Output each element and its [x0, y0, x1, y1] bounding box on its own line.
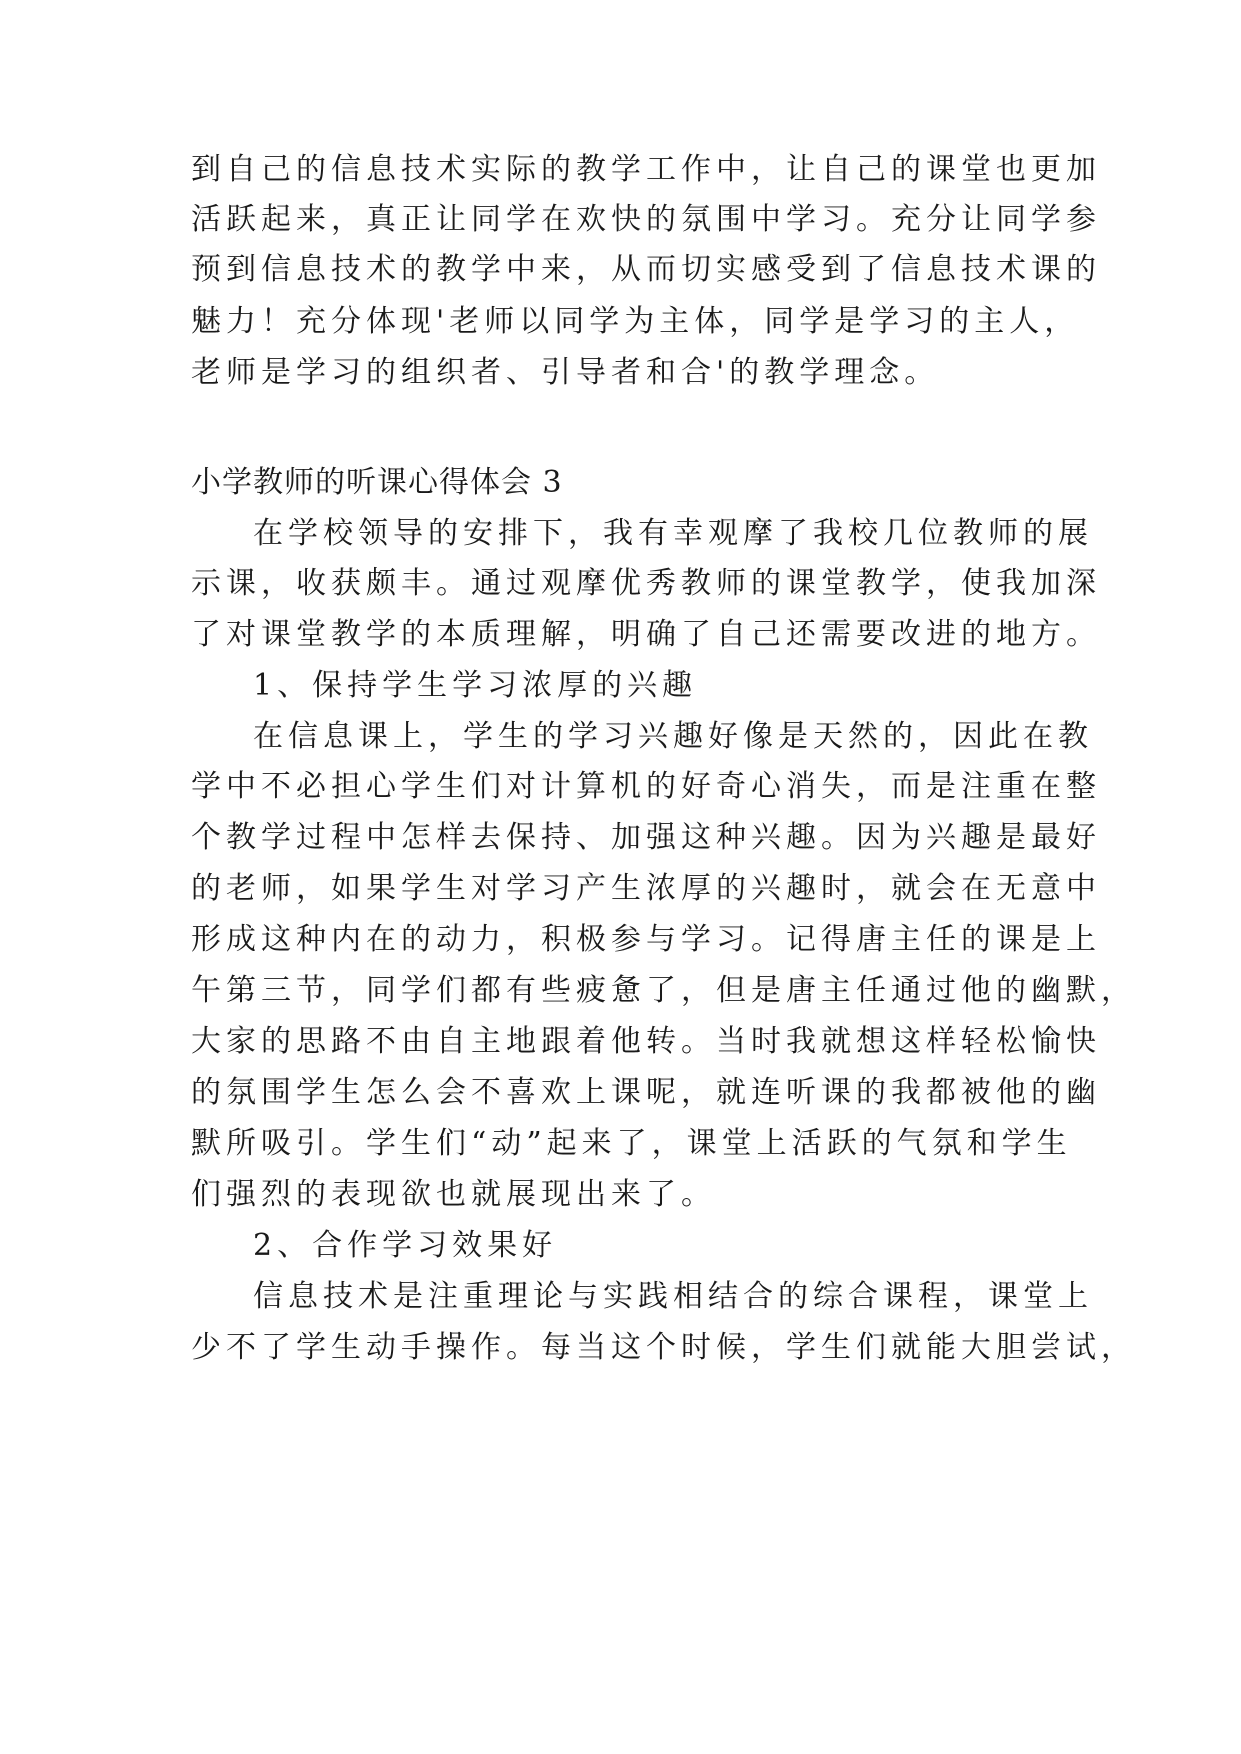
paragraph-line: 个教学过程中怎样去保持、加强这种兴趣。因为兴趣是最好 [191, 820, 1101, 855]
paragraph-line: 午第三节，同学们都有些疲惫了，但是唐主任通过他的幽默， [191, 973, 1136, 1008]
paragraph-line: 大家的思路不由自主地跟着他转。当时我就想这样轻松愉快 [191, 1024, 1101, 1059]
paragraph-line: 的氛围学生怎么会不喜欢上课呢，就连听课的我都被他的幽 [191, 1075, 1101, 1110]
intro-line: 到自己的信息技术实际的教学工作中，让自己的课堂也更加 [191, 152, 1101, 187]
paragraph-line: 形成这种内在的动力，积极参与学习。记得唐主任的课是上 [191, 922, 1101, 957]
paragraph-line: 默所吸引。学生们“动”起来了，课堂上活跃的气氛和学生 [191, 1126, 1072, 1161]
paragraph-line: 学中不必担心学生们对计算机的好奇心消失，而是注重在整 [191, 769, 1101, 804]
intro-line: 老师是学习的组织者、引导者和合'的教学理念。 [191, 355, 940, 390]
point-title: 1、保持学生学习浓厚的兴趣 [253, 668, 698, 703]
paragraph-line: 信息技术是注重理论与实践相结合的综合课程，课堂上 [253, 1279, 1093, 1314]
intro-line: 预到信息技术的教学中来，从而切实感受到了信息技术课的 [191, 252, 1101, 287]
intro-line: 活跃起来，真正让同学在欢快的氛围中学习。充分让同学参 [191, 202, 1101, 237]
intro-line: 魅力！充分体现'老师以同学为主体，同学是学习的主人， [191, 304, 1080, 339]
section-title: 小学教师的听课心得体会 3 [191, 465, 563, 500]
paragraph-line: 了对课堂教学的本质理解，明确了自己还需要改进的地方。 [191, 617, 1101, 652]
paragraph-line: 在学校领导的安排下，我有幸观摩了我校几位教师的展 [253, 516, 1093, 551]
paragraph-line: 们强烈的表现欲也就展现出来了。 [191, 1177, 716, 1212]
point-title: 2、合作学习效果好 [253, 1228, 558, 1263]
paragraph-line: 的老师，如果学生对学习产生浓厚的兴趣时，就会在无意中 [191, 871, 1101, 906]
paragraph-line: 少不了学生动手操作。每当这个时候，学生们就能大胆尝试， [191, 1330, 1136, 1365]
paragraph-line: 在信息课上，学生的学习兴趣好像是天然的，因此在教 [253, 719, 1093, 754]
paragraph-line: 示课，收获颇丰。通过观摩优秀教师的课堂教学，使我加深 [191, 566, 1101, 601]
